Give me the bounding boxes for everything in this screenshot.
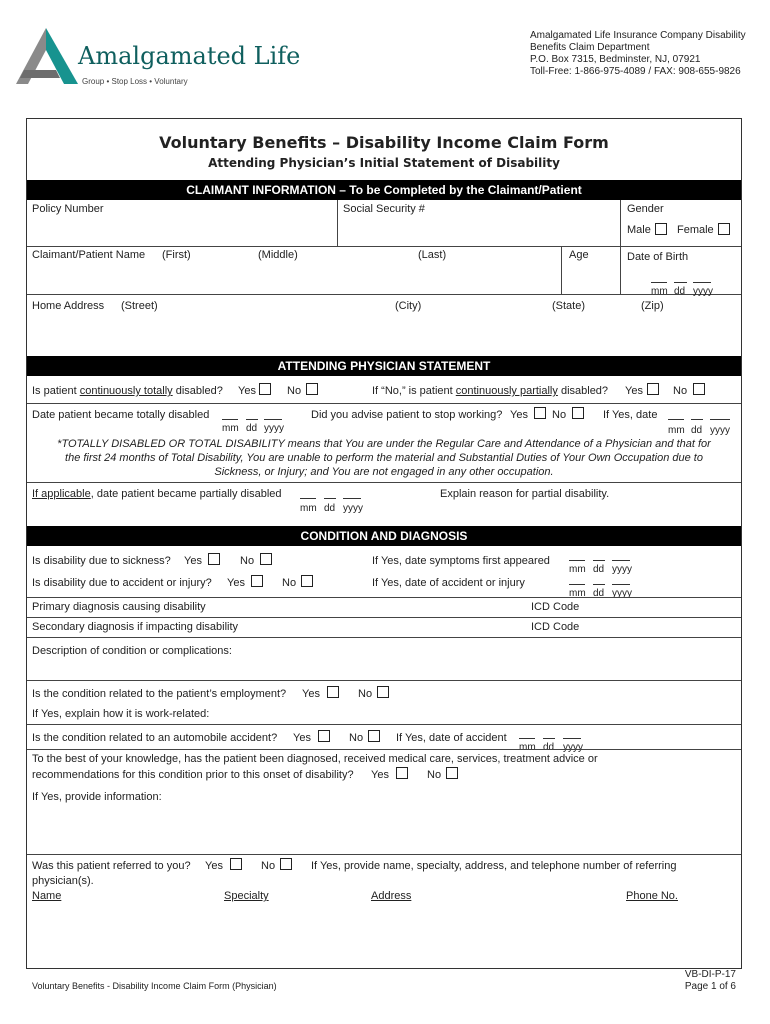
advise-stop-no-checkbox[interactable]: [572, 407, 584, 419]
date-total-mm: mm: [222, 423, 239, 434]
address-line: P.O. Box 7315, Bedminster, NJ, 07921: [530, 54, 701, 65]
partial-date-dd: dd: [324, 503, 336, 514]
auto-no-label: No: [349, 732, 364, 744]
explain-partial-field[interactable]: [438, 502, 738, 522]
q-total-disabled: Is patient continuously totally disabled?: [32, 385, 223, 397]
prior-care-no-checkbox[interactable]: [446, 767, 458, 779]
referred-no-label: No: [261, 860, 276, 872]
definition-line-2: the first 24 months of Total Disability, You are unable to perform the material and Substantial Duties of Your Own Occupation due to: [65, 452, 703, 464]
provide-info-field[interactable]: [28, 806, 740, 852]
auto-date-label: If Yes, date of accident: [396, 732, 507, 744]
col-phone-header: Phone No.: [626, 890, 678, 902]
date-total-disabled-field[interactable]: [220, 406, 286, 420]
icd-code-2-label: ICD Code: [531, 621, 580, 633]
referring-instructions-label: If Yes, provide name, specialty, address, and telephone number of referring: [311, 860, 677, 872]
secondary-diagnosis-field[interactable]: [250, 619, 520, 635]
dept-line: Benefits Claim Department: [530, 42, 650, 53]
stop-date-dd: dd: [691, 425, 703, 436]
referred-yes-label: Yes: [205, 860, 223, 872]
partial-date-mm: mm: [300, 503, 317, 514]
date-total-yyyy: yyyy: [264, 423, 284, 434]
partial-disabled-no-checkbox[interactable]: [693, 383, 705, 395]
accident-date-dd: dd: [593, 588, 605, 599]
q-partial-yes-label: Yes: [625, 385, 643, 397]
advise-yes-label: Yes: [510, 409, 528, 421]
primary-diagnosis-field[interactable]: [240, 599, 520, 615]
gender-label: Gender: [627, 203, 664, 215]
employment-yes-label: Yes: [302, 688, 320, 700]
q-total-yes-label: Yes: [238, 385, 256, 397]
sickness-no-checkbox[interactable]: [260, 553, 272, 565]
stop-date-yyyy: yyyy: [710, 425, 730, 436]
employment-yes-checkbox[interactable]: [327, 686, 339, 698]
auto-yes-label: Yes: [293, 732, 311, 744]
employment-no-label: No: [358, 688, 373, 700]
dob-field[interactable]: [646, 270, 716, 284]
auto-date-yyyy: yyyy: [563, 742, 583, 753]
claimant-section-header: CLAIMANT INFORMATION – To be Completed by the Claimant/Patient: [27, 180, 741, 200]
if-yes-date-label: If Yes, date: [603, 409, 658, 421]
policy-number-field[interactable]: [28, 216, 334, 244]
applicable-partial-label: If applicable, date patient became partially disabled: [32, 488, 282, 500]
female-checkbox[interactable]: [718, 223, 730, 235]
symptoms-yyyy: yyyy: [612, 564, 632, 575]
accident-date-yyyy: yyyy: [612, 588, 632, 599]
footer-form-name: Voluntary Benefits - Disability Income Claim Form (Physician): [32, 981, 277, 991]
description-label: Description of condition or complications:: [32, 645, 232, 657]
claimant-name-label: Claimant/Patient Name: [32, 249, 146, 261]
sickness-no-label: No: [240, 555, 255, 567]
male-checkbox[interactable]: [655, 223, 667, 235]
stop-date-field[interactable]: [666, 406, 734, 420]
definition-line-3: Sickness, or Injury; and You are not engaged in any other occupation.: [214, 466, 554, 478]
explain-partial-label: Explain reason for partial disability.: [440, 488, 610, 500]
icd-code-1-label: ICD Code: [531, 601, 580, 613]
auto-date-mm: mm: [519, 742, 536, 753]
accident-no-checkbox[interactable]: [301, 575, 313, 587]
male-label: Male: [627, 224, 651, 236]
company-line: Amalgamated Life Insurance Company Disability: [530, 30, 746, 41]
q-sickness-label: Is disability due to sickness?: [32, 555, 171, 567]
total-disabled-yes-checkbox[interactable]: [259, 383, 271, 395]
q-referred-label: Was this patient referred to you?: [32, 860, 191, 872]
col-name-header: Name: [32, 890, 62, 902]
accident-no-label: No: [282, 577, 297, 589]
phone-line: Toll-Free: 1-866-975-4089 / FAX: 908-655-9826: [530, 66, 741, 77]
physicians-label: physician(s).: [32, 875, 94, 887]
partial-disabled-yes-checkbox[interactable]: [647, 383, 659, 395]
total-disabled-no-checkbox[interactable]: [306, 383, 318, 395]
definition-line-1: *TOTALLY DISABLED OR TOTAL DISABILITY means that You are under the Regular Care and Attendance of a Physician and that for: [57, 438, 711, 450]
claimant-name-field[interactable]: [28, 264, 558, 292]
primary-diagnosis-label: Primary diagnosis causing disability: [32, 601, 206, 613]
employment-no-checkbox[interactable]: [377, 686, 389, 698]
secondary-diagnosis-label: Secondary diagnosis if impacting disability: [32, 621, 239, 633]
auto-date-field[interactable]: [517, 725, 585, 739]
company-logo: [16, 26, 301, 88]
middle-name-label: (Middle): [258, 249, 298, 261]
logo-mark-icon: [16, 26, 80, 88]
zip-label: (Zip): [641, 300, 664, 312]
advise-stop-yes-checkbox[interactable]: [534, 407, 546, 419]
sickness-yes-checkbox[interactable]: [208, 553, 220, 565]
home-address-label: Home Address: [32, 300, 105, 312]
q-partial-no-label: No: [673, 385, 688, 397]
form-subtitle: Attending Physician’s Initial Statement of Disability: [208, 156, 560, 170]
knowledge-line-2: recommendations for this condition prior to this onset of disability?: [32, 769, 354, 781]
logo-name: Amalgamated Life: [78, 42, 301, 70]
dob-mm: mm: [651, 286, 668, 297]
symptoms-dd: dd: [593, 564, 605, 575]
description-field[interactable]: [28, 659, 740, 679]
q-auto-label: Is the condition related to an automobile accident?: [32, 732, 278, 744]
date-total-dd: dd: [246, 423, 258, 434]
state-label: (State): [552, 300, 586, 312]
dob-label: Date of Birth: [627, 251, 689, 263]
accident-date-field[interactable]: [567, 571, 635, 585]
dob-yyyy: yyyy: [693, 286, 713, 297]
referred-no-checkbox[interactable]: [280, 858, 292, 870]
city-label: (City): [395, 300, 422, 312]
accident-yes-label: Yes: [227, 577, 245, 589]
age-field[interactable]: [563, 264, 618, 292]
q-employment-label: Is the condition related to the patient’s employment?: [32, 688, 287, 700]
footer-page-number: Page 1 of 6: [684, 981, 736, 992]
form-title: Voluntary Benefits – Disability Income Claim Form: [159, 133, 609, 152]
q-symptoms-label: If Yes, date symptoms first appeared: [372, 555, 550, 567]
street-label: (Street): [121, 300, 158, 312]
advise-no-label: No: [552, 409, 567, 421]
col-address-header: Address: [371, 890, 412, 902]
ssn-label: Social Security #: [343, 203, 425, 215]
stop-date-mm: mm: [668, 425, 685, 436]
q-total-no-label: No: [287, 385, 302, 397]
policy-number-label: Policy Number: [32, 203, 104, 215]
age-label: Age: [569, 249, 589, 261]
work-related-field[interactable]: [220, 706, 738, 722]
female-label: Female: [677, 224, 714, 236]
footer-form-code: VB-DI-P-17: [684, 969, 736, 980]
advise-stop-label: Did you advise patient to stop working?: [311, 409, 503, 421]
partial-date-yyyy: yyyy: [343, 503, 363, 514]
sickness-yes-label: Yes: [184, 555, 202, 567]
physician-section-header: ATTENDING PHYSICIAN STATEMENT: [27, 356, 741, 376]
prior-no-label: No: [427, 769, 442, 781]
icd-code-2-field[interactable]: [590, 619, 738, 635]
col-specialty-header: Specialty: [224, 890, 269, 902]
provide-info-label: If Yes, provide information:: [32, 791, 162, 803]
ssn-field[interactable]: [340, 216, 616, 244]
auto-date-dd: dd: [543, 742, 555, 753]
dob-dd: dd: [674, 286, 686, 297]
partial-date-field[interactable]: [298, 485, 364, 499]
symptoms-mm: mm: [569, 564, 586, 575]
prior-care-yes-checkbox[interactable]: [396, 767, 408, 779]
referring-physicians-field[interactable]: [28, 906, 740, 964]
q-partial-disabled: If “No,” is patient continuously partially disabled?: [372, 385, 609, 397]
auto-yes-checkbox[interactable]: [318, 730, 330, 742]
logo-tagline: Group • Stop Loss • Voluntary: [82, 77, 188, 86]
referred-yes-checkbox[interactable]: [230, 858, 242, 870]
condition-section-header: CONDITION AND DIAGNOSIS: [27, 526, 741, 546]
last-name-label: (Last): [418, 249, 447, 261]
q-accident-date-label: If Yes, date of accident or injury: [372, 577, 525, 589]
auto-no-checkbox[interactable]: [368, 730, 380, 742]
accident-yes-checkbox[interactable]: [251, 575, 263, 587]
work-related-label: If Yes, explain how it is work-related:: [32, 708, 210, 720]
home-address-field[interactable]: [28, 316, 740, 352]
symptoms-date-field[interactable]: [567, 547, 635, 561]
date-total-disabled-label: Date patient became totally disabled: [32, 409, 210, 421]
accident-date-mm: mm: [569, 588, 586, 599]
first-name-label: (First): [162, 249, 191, 261]
prior-yes-label: Yes: [371, 769, 389, 781]
q-accident-label: Is disability due to accident or injury?: [32, 577, 212, 589]
knowledge-line-1: To the best of your knowledge, has the patient been diagnosed, received medical care, services, treatment advice or: [32, 753, 598, 765]
icd-code-1-field[interactable]: [590, 599, 738, 615]
